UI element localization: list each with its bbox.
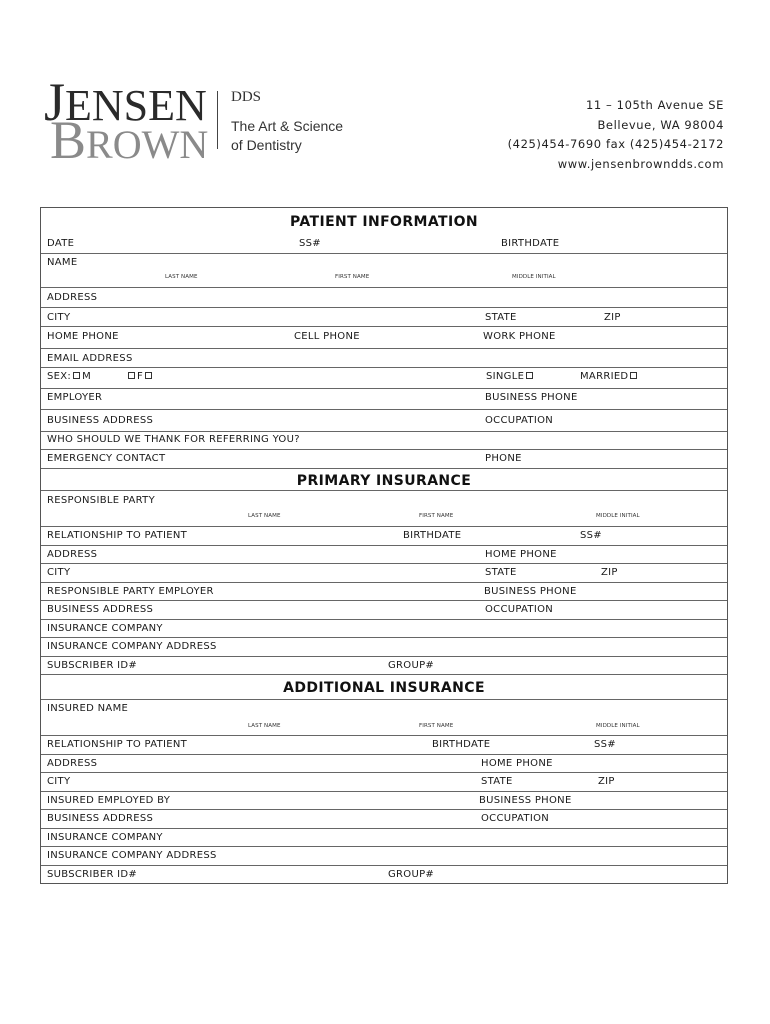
label-address: ADDRESS	[47, 292, 98, 303]
row-rp-employer[interactable]	[41, 583, 727, 601]
label-rp-employer: RESPONSIBLE PARTY EMPLOYER	[47, 586, 214, 597]
contact-city: Bellevue, WA 98004	[597, 117, 724, 132]
label-ins-state: STATE	[481, 776, 513, 787]
label-single: SINGLE	[486, 371, 535, 382]
section-title-primary: PRIMARY INSURANCE	[296, 473, 472, 489]
label-rp-state: STATE	[485, 567, 517, 578]
label-rp-birthdate: BIRTHDATE	[403, 530, 462, 541]
label-rp-zip: ZIP	[601, 567, 618, 578]
contact-phones: (425)454-7690 fax (425)454-2172	[507, 137, 724, 151]
label-birthdate: BIRTHDATE	[501, 238, 560, 249]
label-rp-address: ADDRESS	[47, 549, 98, 560]
label-ins-home-phone: HOME PHONE	[481, 758, 553, 769]
label-group: GROUP#	[388, 660, 435, 671]
label-rp-business-address: BUSINESS ADDRESS	[47, 604, 154, 615]
row-insurance-company-address[interactable]	[41, 638, 727, 657]
tagline	[231, 88, 343, 155]
row-ins-subscriber[interactable]	[41, 866, 727, 884]
label-relationship: RELATIONSHIP TO PATIENT	[47, 530, 188, 541]
label-zip: ZIP	[604, 312, 621, 323]
row-ins-insurance-company[interactable]	[41, 829, 727, 847]
section-primary	[41, 469, 727, 491]
label-date: DATE	[47, 238, 75, 249]
label-insurance-company-address: INSURANCE COMPANY ADDRESS	[47, 641, 217, 652]
label-insurance-company: INSURANCE COMPANY	[47, 623, 163, 634]
label-ss: SS#	[299, 238, 321, 249]
label-work-phone: WORK PHONE	[483, 331, 556, 342]
row-email[interactable]	[41, 349, 727, 368]
contact-street: 11 – 105th Avenue SE	[585, 98, 724, 112]
label-ins-ss: SS#	[594, 739, 616, 750]
row-ins-city[interactable]	[41, 773, 727, 792]
label-ins-business-address: BUSINESS ADDRESS	[47, 813, 154, 824]
row-phones[interactable]	[41, 327, 727, 349]
sub-first-name-rp: FIRST NAME	[419, 513, 454, 519]
label-married: MARRIED	[580, 371, 639, 382]
row-business-address[interactable]	[41, 410, 727, 432]
sub-middle-initial-rp: MIDDLE INITIAL	[596, 513, 640, 519]
sub-first-name: FIRST NAME	[335, 274, 370, 280]
label-ins-subscriber-id: SUBSCRIBER ID#	[47, 869, 138, 880]
section-additional	[41, 675, 727, 700]
sub-first-name-ins: FIRST NAME	[419, 723, 454, 729]
label-ins-insurance-company-address: INSURANCE COMPANY ADDRESS	[47, 850, 217, 861]
logo-line-jensen: JENSEN	[44, 72, 207, 132]
row-responsible-party[interactable]	[41, 491, 727, 527]
label-ins-zip: ZIP	[598, 776, 615, 787]
label-ins-relationship: RELATIONSHIP TO PATIENT	[47, 739, 188, 750]
label-emergency-phone: PHONE	[485, 453, 522, 464]
section-title-additional: ADDITIONAL INSURANCE	[283, 680, 485, 696]
tagline-line-1: The Art & Science	[231, 118, 344, 134]
row-rp-city[interactable]	[41, 564, 727, 583]
label-ins-insurance-company: INSURANCE COMPANY	[47, 832, 163, 843]
checkbox-f-left[interactable]	[128, 372, 135, 379]
row-insurance-company[interactable]	[41, 620, 727, 638]
label-business-phone: BUSINESS PHONE	[485, 392, 578, 403]
dds-label: DDS	[231, 89, 262, 105]
checkbox-f[interactable]	[145, 372, 152, 379]
row-insured-name[interactable]	[41, 700, 727, 736]
row-rp-business-address[interactable]	[41, 601, 727, 620]
label-rp-city: CITY	[47, 567, 71, 578]
practice-logo	[44, 72, 214, 172]
label-ins-address: ADDRESS	[47, 758, 98, 769]
label-ins-birthdate: BIRTHDATE	[432, 739, 491, 750]
sub-last-name-rp: LAST NAME	[248, 513, 281, 519]
patient-form	[40, 207, 728, 884]
label-state: STATE	[485, 312, 517, 323]
row-rp-address[interactable]	[41, 546, 727, 564]
sub-middle-initial: MIDDLE INITIAL	[512, 274, 556, 280]
section-patient	[41, 208, 727, 234]
label-employer: EMPLOYER	[47, 392, 103, 403]
label-insured-employed-by: INSURED EMPLOYED BY	[47, 795, 171, 806]
label-rp-ss: SS#	[580, 530, 602, 541]
sub-middle-initial-ins: MIDDLE INITIAL	[596, 723, 640, 729]
label-f: F	[126, 371, 154, 382]
label-ins-city: CITY	[47, 776, 71, 787]
row-referral[interactable]	[41, 432, 727, 450]
row-ins-insurance-company-address[interactable]	[41, 847, 727, 866]
checkbox-m[interactable]	[73, 372, 80, 379]
row-relationship[interactable]	[41, 527, 727, 546]
row-ins-relationship[interactable]	[41, 736, 727, 755]
row-city[interactable]	[41, 308, 727, 327]
sub-last-name-ins: LAST NAME	[248, 723, 281, 729]
row-subscriber[interactable]	[41, 657, 727, 675]
logo-line-brown: BROWN	[50, 110, 209, 170]
label-referral: WHO SHOULD WE THANK FOR REFERRING YOU?	[47, 434, 300, 445]
label-occupation: OCCUPATION	[485, 415, 554, 426]
tagline-line-2: of Dentistry	[231, 137, 302, 153]
label-home-phone: HOME PHONE	[47, 331, 119, 342]
label-emergency: EMERGENCY CONTACT	[47, 453, 166, 464]
row-date[interactable]	[41, 234, 727, 254]
label-business-address: BUSINESS ADDRESS	[47, 415, 154, 426]
label-ins-occupation: OCCUPATION	[481, 813, 550, 824]
label-subscriber-id: SUBSCRIBER ID#	[47, 660, 138, 671]
sub-last-name: LAST NAME	[165, 274, 198, 280]
contact-web: www.jensenbrowndds.com	[557, 156, 724, 171]
label-sex: SEX: M	[47, 371, 92, 382]
label-responsible-party: RESPONSIBLE PARTY	[47, 495, 155, 506]
label-rp-business-phone: BUSINESS PHONE	[484, 586, 577, 597]
section-title-patient: PATIENT INFORMATION	[289, 214, 478, 230]
row-name[interactable]	[41, 254, 727, 288]
logo-divider	[217, 91, 218, 149]
checkbox-single[interactable]	[526, 372, 533, 379]
label-city: CITY	[47, 312, 71, 323]
label-email: EMAIL ADDRESS	[47, 353, 133, 364]
label-cell-phone: CELL PHONE	[294, 331, 360, 342]
label-rp-occupation: OCCUPATION	[485, 604, 554, 615]
row-address[interactable]	[41, 288, 727, 308]
contact-block	[508, 96, 724, 174]
label-name: NAME	[47, 257, 78, 268]
row-emergency[interactable]	[41, 450, 727, 469]
label-ins-group: GROUP#	[388, 869, 435, 880]
row-ins-business-address[interactable]	[41, 810, 727, 829]
row-employer[interactable]	[41, 389, 727, 410]
row-sex	[41, 368, 727, 389]
row-ins-employed-by[interactable]	[41, 792, 727, 810]
label-insured-name: INSURED NAME	[47, 703, 129, 714]
checkbox-married[interactable]	[630, 372, 637, 379]
label-rp-home-phone: HOME PHONE	[485, 549, 557, 560]
label-ins-business-phone: BUSINESS PHONE	[479, 795, 572, 806]
row-ins-address[interactable]	[41, 755, 727, 773]
